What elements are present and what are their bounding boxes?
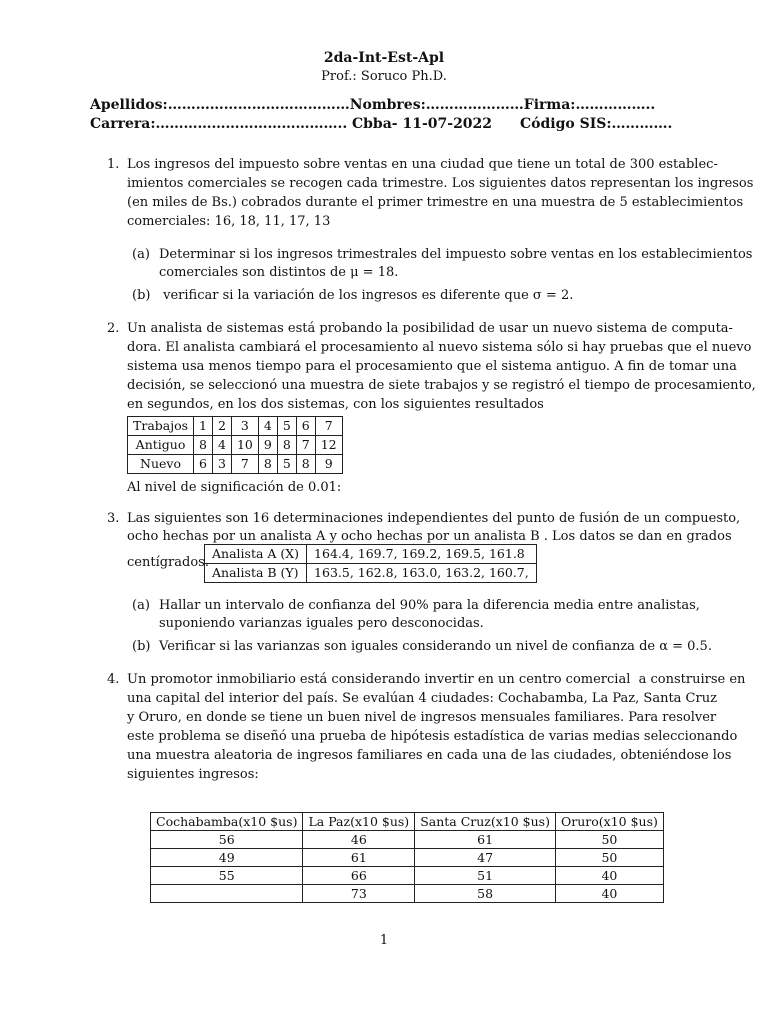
table-cell: 7 xyxy=(315,417,342,436)
table-cell: 40 xyxy=(555,867,663,885)
q3-a-label: (a) xyxy=(132,598,150,613)
q2-line: decisión, se seleccionó una muestra de siete trabajos y se registró el tiempo de procesamiento, xyxy=(127,378,756,393)
q2-line: Un analista de sistemas está probando la posibilidad de usar un nuevo sistema de computa- xyxy=(127,321,733,336)
table-cell: 8 xyxy=(296,455,315,474)
q3-b-label: (b) xyxy=(132,639,151,654)
table-row xyxy=(205,564,537,583)
table-row xyxy=(151,849,664,867)
q3-line: ocho hechas por un analista A y ocho hechas por un analista B . Los datos se dan en grados xyxy=(127,529,732,544)
table-cell: 4 xyxy=(213,436,232,455)
table-cell: 6 xyxy=(194,455,213,474)
table-row xyxy=(128,436,343,455)
table-header-cell: La Paz(x10 $us) xyxy=(303,813,415,831)
table-cell: 40 xyxy=(555,885,663,903)
q1-line: imientos comerciales se recogen cada trimestre. Los siguientes datos representan los ingresos xyxy=(127,176,754,191)
table-cell: 73 xyxy=(303,885,415,903)
table-cell: 49 xyxy=(151,849,303,867)
table-cell: 8 xyxy=(277,436,296,455)
q2-line: dora. El analista cambiará el procesamiento al nuevo sistema sólo si hay pruebas que el nuevo xyxy=(127,340,752,355)
table-cell: 50 xyxy=(555,849,663,867)
page-number: 1 xyxy=(379,933,389,948)
table-cell: 55 xyxy=(151,867,303,885)
table-cell: 7 xyxy=(296,436,315,455)
table-cell: 66 xyxy=(303,867,415,885)
table-cell: Analista B (Y) xyxy=(205,564,307,583)
table-cell: 46 xyxy=(303,831,415,849)
table-cell: 51 xyxy=(415,867,556,885)
table-cell: Antiguo xyxy=(128,436,194,455)
table-cell: 47 xyxy=(415,849,556,867)
q1-b-label: (b) xyxy=(132,288,151,303)
table-cell: Analista A (X) xyxy=(205,545,307,564)
table-cell: 3 xyxy=(231,417,258,436)
table-cell: 12 xyxy=(315,436,342,455)
student-fields-row-1: Apellidos:…………………………………Nombres:…………………Firma:…………….. xyxy=(90,97,656,113)
q3-a-line: suponiendo varianzas iguales pero desconocidas. xyxy=(159,616,484,631)
table-cell: 3 xyxy=(213,455,232,474)
table-cell: 50 xyxy=(555,831,663,849)
q1-line: comerciales: 16, 18, 11, 17, 13 xyxy=(127,214,331,229)
table-row xyxy=(205,545,537,564)
q1-line: Los ingresos del impuesto sobre ventas en una ciudad que tiene un total de 300 establec- xyxy=(127,157,718,172)
q4-line: y Oruro, en donde se tiene un buen nivel de ingresos mensuales familiares. Para resolver xyxy=(127,710,717,725)
table-row xyxy=(151,831,664,849)
table-cell: 9 xyxy=(258,436,277,455)
q1-number: 1. xyxy=(107,157,120,172)
table-cell: 9 xyxy=(315,455,342,474)
q2-processing-times-table xyxy=(127,416,343,474)
table-header-cell: Oruro(x10 $us) xyxy=(555,813,663,831)
table-cell: 2 xyxy=(213,417,232,436)
q3-analysts-table xyxy=(204,544,537,583)
table-row xyxy=(151,867,664,885)
q1-a-label: (a) xyxy=(132,247,150,262)
q4-line: Un promotor inmobiliario está considerando invertir en un centro comercial a construirse en xyxy=(127,672,746,687)
table-row xyxy=(128,455,343,474)
table-cell: 1 xyxy=(194,417,213,436)
q4-income-table xyxy=(150,812,664,903)
q3-a-line: Hallar un intervalo de confianza del 90% para la diferencia media entre analistas, xyxy=(159,598,700,613)
table-header-cell: Cochabamba(x10 $us) xyxy=(151,813,303,831)
table-cell: 164.4, 169.7, 169.2, 169.5, 161.8 xyxy=(307,545,537,564)
exam-date: Cbba- 11-07-2022 xyxy=(352,116,493,132)
table-cell: 5 xyxy=(277,455,296,474)
table-cell: 10 xyxy=(231,436,258,455)
professor-name: Prof.: Soruco Ph.D. xyxy=(321,69,447,84)
table-cell: 61 xyxy=(415,831,556,849)
q1-b-text: verificar si la variación de los ingresos es diferente que σ = 2. xyxy=(159,288,574,303)
q3-line: centígrados. xyxy=(127,555,209,570)
table-cell: Trabajos xyxy=(128,417,194,436)
table-cell: 6 xyxy=(296,417,315,436)
table-cell: 8 xyxy=(258,455,277,474)
career-field: Carrera:………………………………….. xyxy=(90,116,348,132)
sis-code-field: Código SIS:…………. xyxy=(520,116,673,132)
q4-line: siguientes ingresos: xyxy=(127,767,259,782)
q2-number: 2. xyxy=(107,321,120,336)
table-row xyxy=(151,885,664,903)
q3-number: 3. xyxy=(107,511,120,526)
table-header-row xyxy=(151,813,664,831)
q1-line: (en miles de Bs.) cobrados durante el primer trimestre en una muestra de 5 establecimientos xyxy=(127,195,744,210)
q1-a-line: comerciales son distintos de μ = 18. xyxy=(159,265,399,280)
table-cell: 8 xyxy=(194,436,213,455)
table-cell: 5 xyxy=(277,417,296,436)
q4-number: 4. xyxy=(107,672,120,687)
q2-line: sistema usa menos tiempo para el procesamiento que el sistema antiguo. A fin de tomar una xyxy=(127,359,737,374)
table-cell: 163.5, 162.8, 163.0, 163.2, 160.7, xyxy=(307,564,537,583)
q2-significance-note: Al nivel de significación de 0.01: xyxy=(127,480,342,495)
exam-title: 2da-Int-Est-Apl xyxy=(323,50,445,66)
q3-b-text: Verificar si las varianzas son iguales considerando un nivel de confianza de α = 0.5. xyxy=(159,639,712,654)
q4-line: una muestra aleatoria de ingresos familiares en cada una de las ciudades, obteniéndose los xyxy=(127,748,732,763)
table-header-cell: Santa Cruz(x10 $us) xyxy=(415,813,556,831)
table-cell: 56 xyxy=(151,831,303,849)
table-cell: 4 xyxy=(258,417,277,436)
table-cell: 61 xyxy=(303,849,415,867)
table-cell xyxy=(151,885,303,903)
q1-a-line: Determinar si los ingresos trimestrales del impuesto sobre ventas en los establecimientos xyxy=(159,247,753,262)
table-row xyxy=(128,417,343,436)
q3-line: Las siguientes son 16 determinaciones independientes del punto de fusión de un compuesto, xyxy=(127,511,741,526)
table-cell: 7 xyxy=(231,455,258,474)
table-cell: 58 xyxy=(415,885,556,903)
table-cell: Nuevo xyxy=(128,455,194,474)
q2-line: en segundos, en los dos sistemas, con los siguientes resultados xyxy=(127,397,544,412)
q4-line: este problema se diseñó una prueba de hipótesis estadística de varias medias seleccionando xyxy=(127,729,738,744)
q4-line: una capital del interior del país. Se evalúan 4 ciudades: Cochabamba, La Paz, Santa Cruz xyxy=(127,691,717,706)
